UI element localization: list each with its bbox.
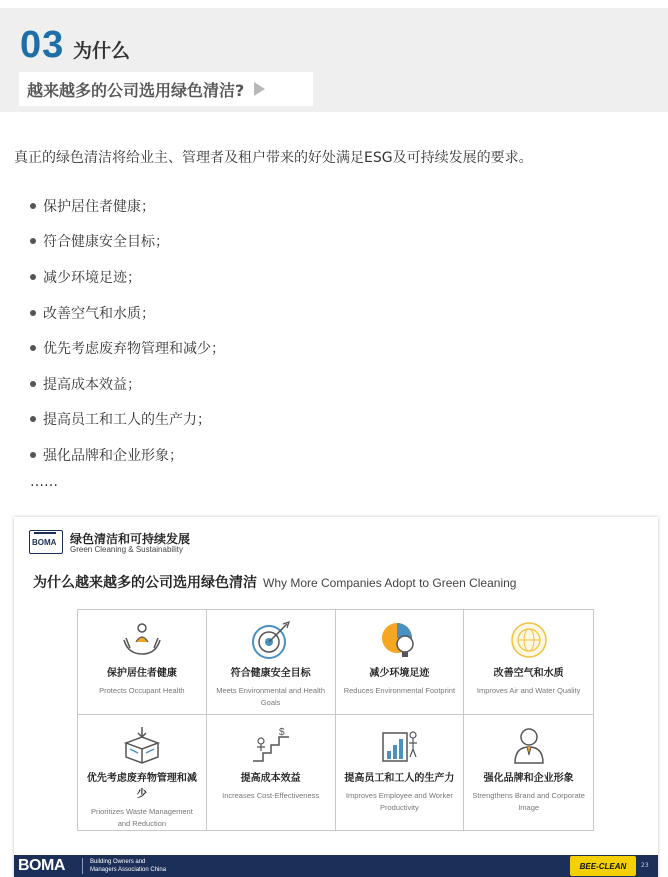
cell-title-cn: 提高成本效益 <box>240 773 301 784</box>
bee-clean-logo <box>570 856 636 876</box>
benefit-cell <box>464 715 593 830</box>
intro-paragraph: 真正的绿色清洁将给业主、管理者及租户带来的好处满足ESG及可持续发展的要求。 <box>14 150 533 166</box>
list-item <box>30 437 225 473</box>
slide-heading-en: Why More Companies Adopt to Green Cleaning <box>263 576 517 590</box>
benefit-cell <box>464 610 593 715</box>
bullet-dot-icon <box>30 274 36 280</box>
embedded-slide-image <box>14 517 658 877</box>
list-item-text: 改善空气和水质； <box>43 305 155 322</box>
play-arrow-icon <box>254 82 265 96</box>
slide-page-number: 23 <box>641 862 649 869</box>
benefit-cell <box>207 610 336 715</box>
list-item <box>30 366 225 402</box>
list-item <box>30 224 225 260</box>
cell-title-cn: 减少环境足迹 <box>369 668 430 679</box>
list-item-text: 优先考虑废弃物管理和减少； <box>43 341 225 358</box>
list-item-text: 提高成本效益； <box>43 376 141 393</box>
slide-heading-cn: 为什么越来越多的公司选用绿色清洁 <box>33 575 257 591</box>
list-item-text: 减少环境足迹； <box>43 269 141 286</box>
list-item <box>30 330 225 366</box>
bullet-dot-icon <box>30 416 36 422</box>
cell-title-cn: 改善空气和水质 <box>493 668 564 679</box>
benefit-list <box>30 188 225 473</box>
businessperson-icon <box>507 725 551 765</box>
cell-title-en: Reduces Environmental Footprint <box>343 686 456 695</box>
benefit-cell <box>78 610 207 715</box>
cell-title-cn: 提高员工和工人的生产力 <box>344 773 455 784</box>
list-item-text: 提高员工和工人的生产力； <box>43 412 211 429</box>
cell-title-en: Improves Air and Water Quality <box>476 686 581 695</box>
cell-title-cn: 强化品牌和企业形象 <box>483 773 574 784</box>
logo-roof-icon <box>34 532 56 537</box>
hands-person-icon <box>120 620 164 660</box>
cell-title-en: Improves Employee and Worker Productivity <box>345 791 453 812</box>
bullet-dot-icon <box>30 238 36 244</box>
boma-logo <box>29 530 63 554</box>
benefit-cell <box>207 715 336 830</box>
bullet-dot-icon <box>30 452 36 458</box>
footer-divider <box>82 858 83 874</box>
list-item <box>30 188 225 224</box>
footer-org-line: Building Owners and <box>90 859 146 865</box>
section-number: 03 <box>20 24 65 66</box>
growth-chart-icon <box>377 725 421 765</box>
slide-footer <box>14 855 658 877</box>
benefit-cell <box>78 715 207 830</box>
slide-brand-en: Green Cleaning & Sustainability <box>70 545 183 554</box>
globe-icon <box>507 620 551 660</box>
cell-title-en: Strengthens Brand and Corporate Image <box>472 791 585 812</box>
cell-title-en: Prioritizes Waste Management and Reduction <box>90 807 193 828</box>
bullet-dot-icon <box>30 381 36 387</box>
benefit-cell <box>336 715 465 830</box>
list-item-text: 强化品牌和企业形象； <box>43 447 183 464</box>
bullet-dot-icon <box>30 203 36 209</box>
list-item <box>30 295 225 331</box>
target-icon <box>249 620 293 660</box>
cell-title-cn: 符合健康安全目标 <box>230 668 311 679</box>
lightbulb-icon <box>377 620 421 660</box>
slide-heading <box>33 572 516 592</box>
badge-text: BEE-CLEAN <box>579 861 627 871</box>
benefit-cell <box>336 610 465 715</box>
footer-logo: BOMA <box>18 857 65 874</box>
list-item-text: 符合健康安全目标； <box>43 234 169 251</box>
cell-title-cn: 保护居住者健康 <box>106 668 177 679</box>
ellipsis-text: …… <box>30 474 58 490</box>
box-icon <box>120 725 164 765</box>
bullet-dot-icon <box>30 345 36 351</box>
bullet-dot-icon <box>30 310 36 316</box>
section-title: 为什么 <box>73 40 131 62</box>
subtitle-bar <box>19 72 313 106</box>
list-item <box>30 259 225 295</box>
cell-title-cn: 优先考虑废弃物管理和减少 <box>86 773 197 800</box>
cell-title-en: Meets Environmental and Health Goals <box>216 686 326 707</box>
list-item-text: 保护居住者健康； <box>43 198 155 215</box>
stairs-money-icon <box>249 725 293 765</box>
logo-text: BOMA <box>32 538 57 547</box>
benefit-grid <box>77 609 594 831</box>
footer-org-name <box>90 858 166 874</box>
section-header <box>0 8 668 112</box>
subtitle-text: 越来越多的公司选用绿色清洁? <box>27 80 245 100</box>
cell-title-en: Increases Cost-Effectiveness <box>222 791 320 800</box>
list-item <box>30 402 225 438</box>
svg-text:$: $ <box>278 727 285 738</box>
cell-title-en: Protects Occupant Health <box>99 686 185 695</box>
footer-org-line: Managers Association China <box>90 867 167 873</box>
slide-brand-cn: 绿色清洁和可持续发展 <box>70 532 191 546</box>
